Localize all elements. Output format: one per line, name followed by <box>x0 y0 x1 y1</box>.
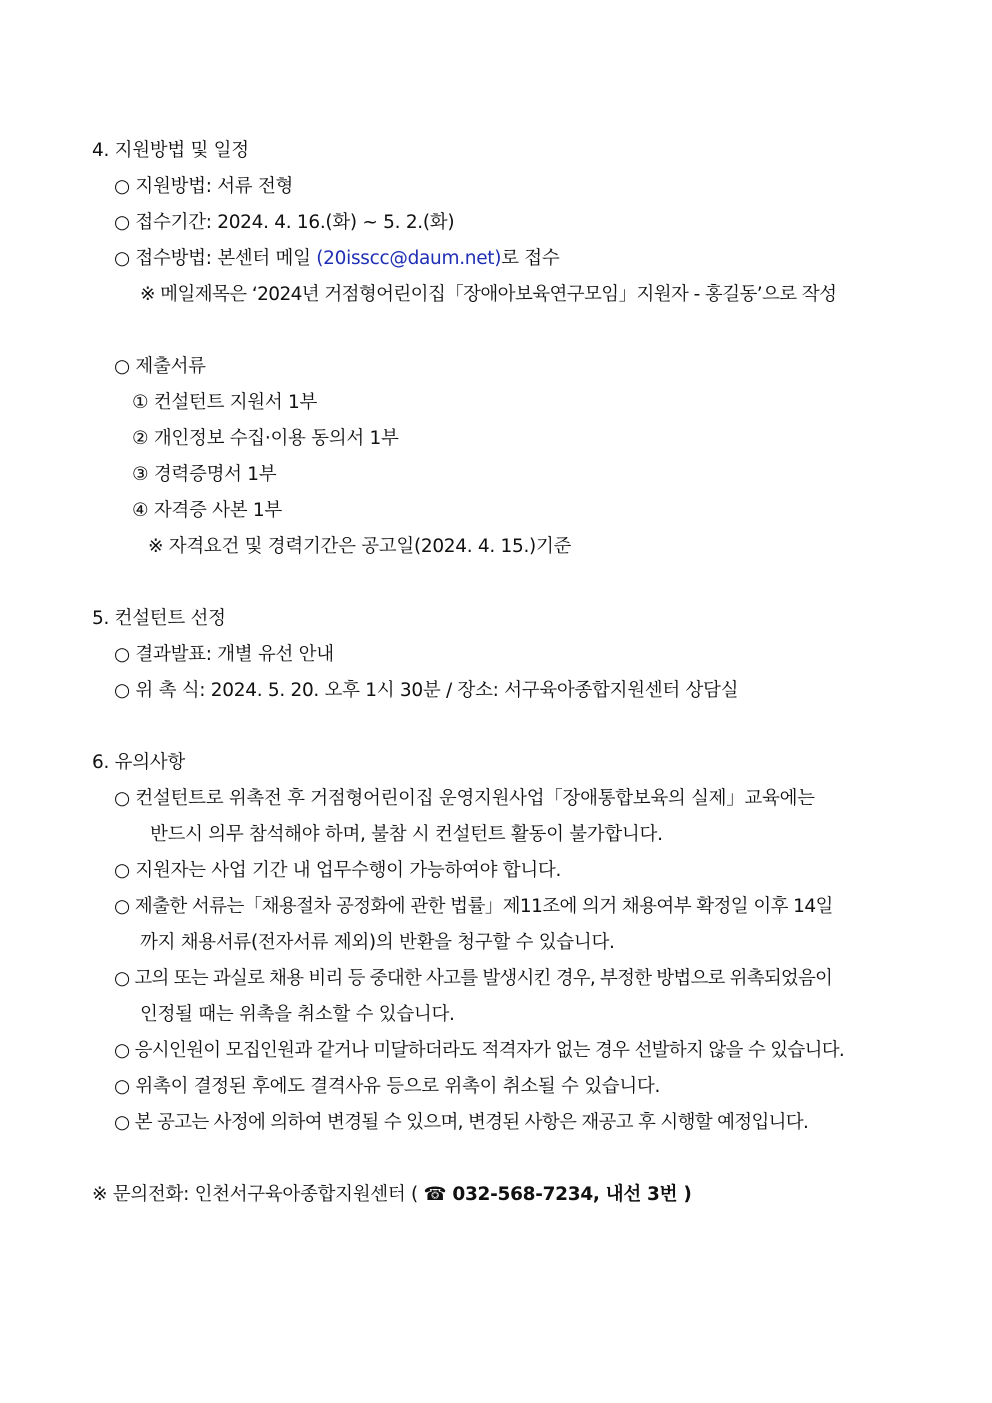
apply-method: ○ 지원방법: 서류 전형 <box>114 176 294 197</box>
apply-period: ○ 접수기간: 2024. 4. 16.(화) ~ 5. 2.(화) <box>114 212 455 233</box>
apply-submit <box>114 245 559 273</box>
notice-item: ○ 본 공고는 사정에 의하여 변경될 수 있으며, 변경된 사항은 재공고 후 시행할 예정입니다. <box>114 1112 809 1133</box>
doc-item-3: ③ 경력증명서 1부 <box>132 464 277 485</box>
appointment-ceremony: ○ 위 촉 식: 2024. 5. 20. 오후 1시 30분 / 장소: 서구육아종합지원센터 상담실 <box>114 680 739 701</box>
notice-item-cont: 까지 채용서류(전자서류 제외)의 반환을 청구할 수 있습니다. <box>140 932 615 953</box>
notice-item: ○ 응시인원이 모집인원과 같거나 미달하더라도 적격자가 없는 경우 선발하지 않을 수 있습니다. <box>114 1040 845 1061</box>
notice-item: ○ 제출한 서류는「채용절차 공정화에 관한 법률」제11조에 의거 채용여부 확정일 이후 14일 <box>114 896 833 917</box>
result-announcement: ○ 결과발표: 개별 유선 안내 <box>114 644 334 665</box>
notice-item: ○ 지원자는 사업 기간 내 업무수행이 가능하여야 합니다. <box>114 860 562 881</box>
doc-item-2: ② 개인정보 수집·이용 동의서 1부 <box>132 428 399 449</box>
section-4-heading: 4. 지원방법 및 일정 <box>92 140 249 161</box>
section-5-heading: 5. 컨설턴트 선정 <box>92 608 226 629</box>
doc-item-1: ① 컨설턴트 지원서 1부 <box>132 392 318 413</box>
submit-suffix: 로 접수 <box>501 248 560 269</box>
notice-item: ○ 고의 또는 과실로 채용 비리 등 중대한 사고를 발생시킨 경우, 부정한 방법으로 위촉되었음이 <box>114 968 833 989</box>
email-link[interactable]: (20isscc@daum.net) <box>316 248 502 269</box>
notice-item: ○ 위촉이 결정된 후에도 결격사유 등으로 위촉이 취소될 수 있습니다. <box>114 1076 661 1097</box>
contact-prefix: ※ 문의전화: 인천서구육아종합지원센터 ( <box>92 1184 424 1205</box>
contact-phone: 032-568-7234, 내선 3번 ) <box>446 1184 692 1205</box>
notice-item-cont: 반드시 의무 참석해야 하며, 불참 시 컨설턴트 활동이 불가합니다. <box>150 824 663 845</box>
doc-item-4: ④ 자격증 사본 1부 <box>132 500 282 521</box>
contact-line <box>92 1181 691 1209</box>
submit-prefix: ○ 접수방법: 본센터 메일 <box>114 248 317 269</box>
notice-item-cont: 인정될 때는 위촉을 취소할 수 있습니다. <box>140 1004 455 1025</box>
docs-note: ※ 자격요건 및 경력기간은 공고일(2024. 4. 15.)기준 <box>148 536 572 557</box>
phone-icon: ☎ <box>423 1184 447 1205</box>
mail-title-note: ※ 메일제목은 ‘2024년 거점형어린이집「장애아보육연구모임」지원자 - 홍길동’으로 작성 <box>140 284 837 305</box>
notice-item: ○ 컨설턴트로 위촉전 후 거점형어린이집 운영지원사업「장애통합보육의 실제」교육에는 <box>114 788 815 809</box>
docs-heading: ○ 제출서류 <box>114 356 206 377</box>
section-6-heading: 6. 유의사항 <box>92 752 185 773</box>
